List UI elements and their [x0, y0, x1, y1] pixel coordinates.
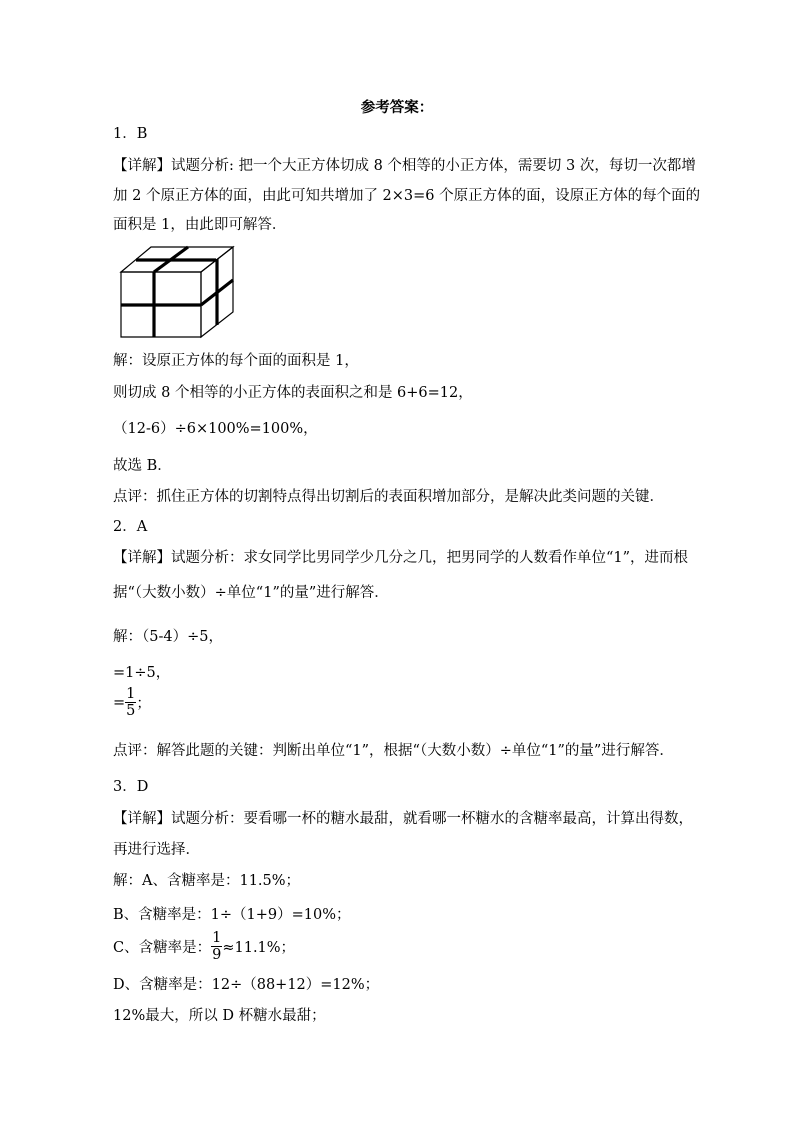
page-title: 参考答案： — [360, 99, 434, 116]
q3-solution-d: D、含糖率是：12÷（88+12）=12%； — [113, 977, 380, 993]
equals-sign: = — [113, 694, 126, 711]
q1-solution-line-4: 故选 B． — [113, 458, 172, 474]
q2-solution-line-1: 解：（5-4）÷5， — [113, 629, 223, 645]
q1-solution-line-3: （12-6）÷6×100%=100%， — [113, 421, 318, 437]
q3-number: 3．D — [113, 779, 149, 795]
fraction-numerator: 1 — [212, 930, 222, 946]
q2-detail-line-1: 【详解】试题分析：求女同学比男同学少几分之几，把男同学的人数看作单位“1”，进而根 — [113, 550, 689, 566]
q1-comment: 点评：抓住正方体的切割特点得出切割后的表面积增加部分，是解决此类问题的关键． — [113, 489, 664, 505]
q2-solution-line-2: =1÷5， — [113, 665, 171, 681]
q2-solution-line-3 — [113, 686, 151, 719]
q3-conclusion: 12%最大，所以 D 杯糖水最甜； — [113, 1008, 326, 1024]
q2-comment: 点评：解答此题的关键：判断出单位“1”，根据“（大数小数）÷单位“1”的量”进行解答． — [113, 743, 674, 759]
fraction-denominator: 9 — [212, 947, 222, 963]
q1-detail-line-3: 面积是 1，由此即可解答． — [113, 217, 287, 233]
solution-c-result: ≈11.1%； — [222, 940, 296, 956]
q1-solution-line-1: 解：设原正方体的每个面的面积是 1， — [113, 353, 359, 369]
q3-solution-b: B、含糖率是：1÷（1+9）=10%； — [113, 907, 351, 923]
q3-detail-line-2: 再进行选择． — [113, 842, 200, 858]
q1-detail-line-2: 加 2 个原正方体的面，由此可知共增加了 2×3=6 个原正方体的面，设原正方体的每个面的 — [113, 188, 701, 204]
fraction-denominator: 5 — [126, 703, 136, 719]
fraction-one-ninth — [211, 930, 222, 963]
solution-c-label: C、含糖率是： — [113, 940, 212, 956]
q3-solution-c — [113, 930, 295, 963]
semicolon: ； — [136, 696, 151, 712]
fraction-numerator: 1 — [126, 686, 136, 702]
cube-cut-figure — [118, 244, 238, 340]
q1-number: 1．B — [113, 126, 148, 142]
q1-detail-line-1: 【详解】试题分析: 把一个大正方体切成 8 个相等的小正方体，需要切 3 次，每切一次都增 — [113, 158, 696, 174]
fraction-one-fifth — [125, 686, 136, 719]
q1-solution-line-2: 则切成 8 个相等的小正方体的表面积之和是 6+6=12， — [113, 385, 473, 401]
q2-number: 2．A — [113, 519, 148, 535]
q3-detail-line-1: 【详解】试题分析：要看哪一杯的糖水最甜，就看哪一杯糖水的含糖率最高，计算出得数， — [113, 811, 693, 827]
q3-solution-a: 解：A、含糖率是：11.5%； — [113, 873, 301, 889]
q2-detail-line-2: 据“（大数小数）÷单位“1”的量”进行解答． — [113, 585, 389, 601]
